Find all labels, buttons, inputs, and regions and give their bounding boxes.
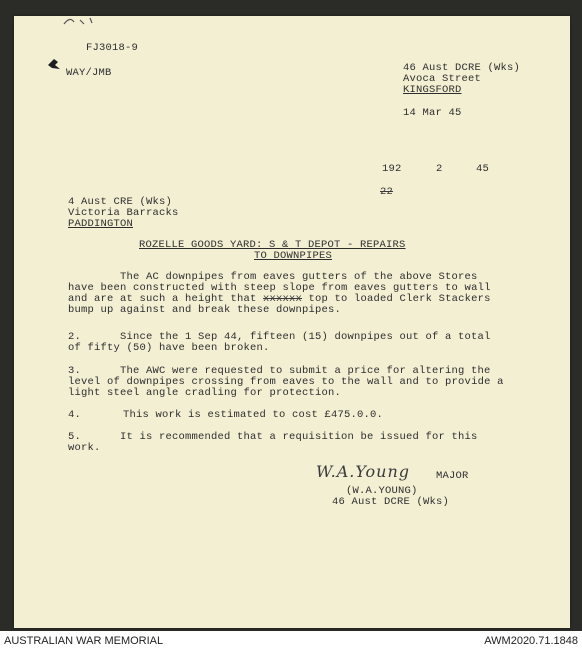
recipient-town: PADDINGTON bbox=[68, 218, 134, 230]
paragraph-5: It is recommended that a requisition be issued for this work. bbox=[68, 431, 478, 454]
handwritten-signature: W.A.Young bbox=[316, 462, 411, 481]
reference-number-b: 2 bbox=[436, 163, 443, 175]
paragraph-2: Since the 1 Sep 44, fifteen (15) downpipes out of a total of fifty (50) have been broken. bbox=[68, 331, 491, 354]
pencil-mark bbox=[62, 14, 98, 28]
sender-town: KINGSFORD bbox=[403, 84, 462, 96]
footer-accession-number: AWM2020.71.1848 bbox=[484, 635, 578, 647]
recipient-unit: 4 Aust CRE (Wks) bbox=[68, 196, 173, 208]
reference-number-struck: 22 bbox=[380, 186, 394, 198]
reference-number-a: 192 bbox=[382, 163, 402, 175]
paragraph-2-number: 2. bbox=[68, 331, 82, 343]
signatory-name: (W.A.YOUNG) bbox=[346, 485, 418, 497]
paragraph-5-number: 5. bbox=[68, 431, 82, 443]
signatory-rank: MAJOR bbox=[436, 470, 469, 482]
ink-mark bbox=[46, 56, 62, 72]
document-page bbox=[14, 16, 570, 628]
subject-line-2: TO DOWNPIPES bbox=[254, 250, 333, 262]
paragraph-4-number: 4. bbox=[68, 409, 82, 421]
reference-number-c: 45 bbox=[476, 163, 490, 175]
recipient-place: Victoria Barracks bbox=[68, 207, 179, 219]
letter-date: 14 Mar 45 bbox=[403, 107, 462, 119]
paragraph-3-number: 3. bbox=[68, 365, 82, 377]
paragraph-4: This work is estimated to cost £475.0.0. bbox=[123, 409, 384, 421]
typist-initials: WAY/JMB bbox=[66, 67, 112, 79]
paragraph-1: The AC downpipes from eaves gutters of the above Stores have been constructed with steep slope from eaves gutters to wall and are at such a height that xxxxxx top to loaded Clerk Stackers bump up against and break these downpipes. bbox=[68, 271, 491, 316]
signatory-unit: 46 Aust DCRE (Wks) bbox=[332, 496, 450, 508]
archive-footer bbox=[0, 631, 582, 653]
file-reference: FJ3018-9 bbox=[86, 42, 139, 54]
paragraph-3: The AWC were requested to submit a price for altering the level of downpipes crossing from eaves to the wall and to provide a light steel angle cradling for protection. bbox=[68, 365, 504, 399]
subject-line-1: ROZELLE GOODS YARD: S & T DEPOT - REPAIRS bbox=[139, 239, 406, 251]
sender-unit: 46 Aust DCRE (Wks) bbox=[403, 62, 521, 74]
footer-institution: AUSTRALIAN WAR MEMORIAL bbox=[4, 635, 164, 647]
sender-street: Avoca Street bbox=[403, 73, 482, 85]
